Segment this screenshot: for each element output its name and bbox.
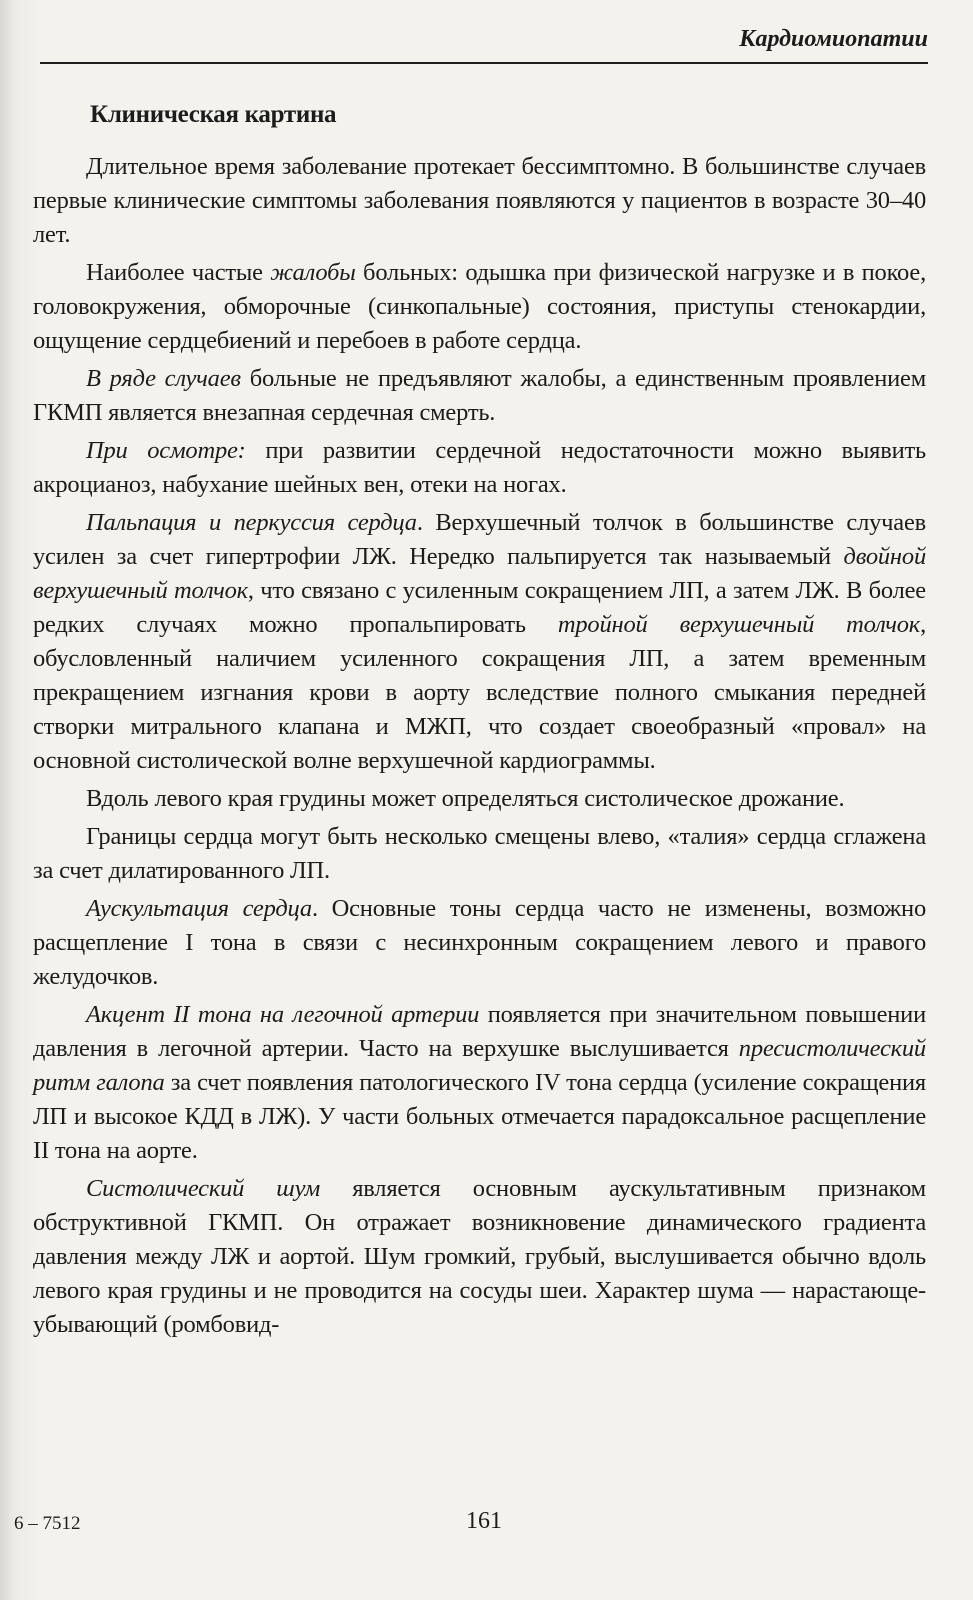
italic-term: Систолический шум [86, 1175, 321, 1202]
italic-term: двойной верхушечный толчок [33, 543, 926, 604]
text-run: . Основные тоны сердца часто не изменены, возможно расщепление I тона в связи с несинхронным сокращением левого и правого желудочков. [33, 895, 926, 990]
text-run: Длительное время заболевание протекает бессимптомно. В большинстве случаев первые клинические симптомы заболевания появляются у пациентов в возрасте 30–40 лет. [33, 153, 926, 248]
text-run: за счет появления патологического IV тона сердца (усиление сокращения ЛП и высокое КДД в ЛЖ). У части больных отмечается парадоксальное расщепление II тона на аорте. [33, 1069, 926, 1164]
italic-term: тройной верхушечный толчок [557, 611, 921, 638]
text-run: появляется при значительном повышении давления в легочной артерии. Часто на верхушке выслушивается [33, 1001, 926, 1062]
paragraph [33, 820, 926, 888]
text-run: Наиболее частые [86, 259, 271, 286]
italic-term: В ряде случаев [86, 365, 241, 392]
text-run: Вдоль левого края грудины может определяться систолическое дрожание. [86, 785, 845, 812]
paragraph [33, 506, 926, 778]
text-run: . Верхушечный толчок в большинстве случаев усилен за счет гипертрофии ЛЖ. Нередко пальпируется так называемый [33, 509, 926, 570]
italic-term: Пальпация и перкуссия сердца [86, 509, 417, 536]
italic-term: При осмотре: [86, 437, 246, 464]
body-text [33, 150, 926, 1346]
section-title: Клиническая картина [90, 101, 337, 128]
text-run: , что связано с усиленным сокращением ЛП, а затем ЛЖ. В более редких случаях можно пропальпировать [33, 577, 926, 638]
paragraph [33, 150, 926, 252]
paragraph [33, 998, 926, 1168]
italic-term: пресистолический ритм галопа [33, 1035, 926, 1096]
italic-term: Акцент II тона на легочной артерии [86, 1001, 480, 1028]
paragraph [33, 362, 926, 430]
header-rule [40, 62, 928, 64]
text-run: при развитии сердечной недостаточности можно выявить акроцианоз, набухание шейных вен, отеки на ногах. [33, 437, 927, 498]
text-run: является основным аускультативным признаком обструктивной ГКМП. Он отражает возникновение динамического градиента давления между ЛЖ и аортой. Шум громкий, грубый, выслушивается обычно вдоль левого края грудины и не проводится на сосуды шеи. Характер шума — нарастающе-убывающий (ромбовид- [33, 1175, 926, 1338]
printer-signature: 6 – 7512 [14, 1513, 81, 1534]
italic-term: жалобы [270, 259, 356, 286]
italic-term: Аускультация сердца [86, 895, 312, 922]
page-number: 161 [466, 1508, 502, 1534]
paragraph [33, 256, 926, 358]
paragraph [33, 434, 926, 502]
paragraph [33, 1172, 926, 1342]
text-run: , обусловленный наличием усиленного сокращения ЛП, а затем временным прекращением изгнания крови в аорту вследствие полного смыкания передней створки митрального клапана и МЖП, что создает своеобразный «провал» на основной систолической волне верхушечной кардиограммы. [33, 611, 926, 774]
paragraph [33, 892, 926, 994]
running-title: Кардиомиопатии [739, 26, 928, 52]
text-run: Границы сердца могут быть несколько смещены влево, «талия» сердца сглажена за счет дилатированного ЛП. [33, 823, 926, 884]
text-run: больные не предъявляют жалобы, а единственным проявлением ГКМП является внезапная сердечная смерть. [33, 365, 926, 426]
text-run: больных: одышка при физической нагрузке и в покое, головокружения, обморочные (синкопальные) состояния, приступы стенокардии, ощущение сердцебиений и перебоев в работе сердца. [33, 259, 927, 354]
paragraph [33, 782, 926, 816]
